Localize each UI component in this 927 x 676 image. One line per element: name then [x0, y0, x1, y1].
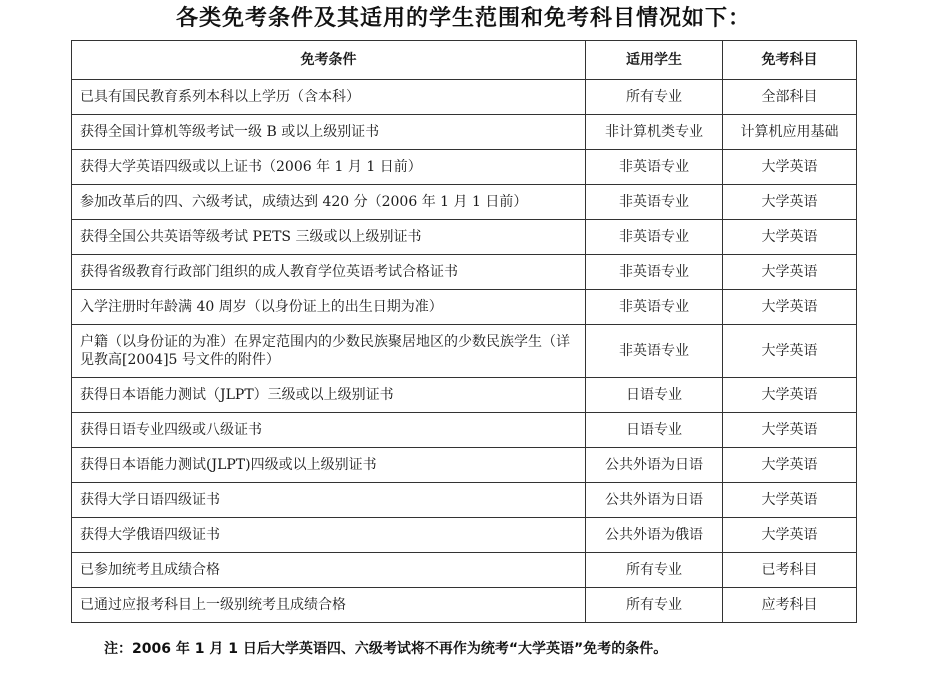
- table-row: [72, 80, 857, 115]
- page-title: 各类免考条件及其适用的学生范围和免考科目情况如下：: [175, 6, 751, 31]
- header-subject: 免考科目: [723, 41, 857, 80]
- condition-cell: 获得全国计算机等级考试一级 B 或以上级别证书: [72, 115, 586, 150]
- header-students: 适用学生: [586, 41, 723, 80]
- subject-cell: 计算机应用基础: [723, 115, 857, 150]
- condition-cell: 获得全国公共英语等级考试 PETS 三级或以上级别证书: [72, 220, 586, 255]
- table-row: [72, 518, 857, 553]
- students-cell: 公共外语为日语: [586, 448, 723, 483]
- students-cell: 日语专业: [586, 378, 723, 413]
- table-row: [72, 448, 857, 483]
- students-cell: 非英语专业: [586, 255, 723, 290]
- subject-cell: 大学英语: [723, 378, 857, 413]
- condition-cell: 获得日本语能力测试(JLPT)四级或以上级别证书: [72, 448, 586, 483]
- subject-cell: 已考科目: [723, 553, 857, 588]
- table-row: [72, 378, 857, 413]
- subject-cell: 大学英语: [723, 290, 857, 325]
- students-cell: 非计算机类专业: [586, 115, 723, 150]
- subject-cell: 大学英语: [723, 325, 857, 378]
- exemption-table: [71, 40, 857, 623]
- subject-cell: 大学英语: [723, 220, 857, 255]
- subject-cell: 应考科目: [723, 588, 857, 623]
- table-row: [72, 255, 857, 290]
- condition-cell: 已具有国民教育系列本科以上学历（含本科）: [72, 80, 586, 115]
- subject-cell: 大学英语: [723, 448, 857, 483]
- subject-cell: 大学英语: [723, 150, 857, 185]
- subject-cell: 大学英语: [723, 518, 857, 553]
- subject-cell: 大学英语: [723, 483, 857, 518]
- table-row: [72, 150, 857, 185]
- students-cell: 非英语专业: [586, 220, 723, 255]
- table-row: [72, 553, 857, 588]
- students-cell: 所有专业: [586, 588, 723, 623]
- condition-cell: 获得大学俄语四级证书: [72, 518, 586, 553]
- students-cell: 非英语专业: [586, 325, 723, 378]
- condition-cell: 参加改革后的四、六级考试，成绩达到 420 分（2006 年 1 月 1 日前）: [72, 185, 586, 220]
- table-row: [72, 115, 857, 150]
- students-cell: 所有专业: [586, 553, 723, 588]
- table-row: [72, 413, 857, 448]
- students-cell: 公共外语为俄语: [586, 518, 723, 553]
- header-condition: 免考条件: [72, 41, 586, 80]
- condition-cell: 获得省级教育行政部门组织的成人教育学位英语考试合格证书: [72, 255, 586, 290]
- condition-cell: 获得大学日语四级证书: [72, 483, 586, 518]
- condition-cell: 获得大学英语四级或以上证书（2006 年 1 月 1 日前）: [72, 150, 586, 185]
- table-row: [72, 290, 857, 325]
- table-row: [72, 325, 857, 378]
- students-cell: 非英语专业: [586, 290, 723, 325]
- subject-cell: 全部科目: [723, 80, 857, 115]
- students-cell: 日语专业: [586, 413, 723, 448]
- subject-cell: 大学英语: [723, 185, 857, 220]
- table-row: [72, 588, 857, 623]
- condition-cell: 获得日语专业四级或八级证书: [72, 413, 586, 448]
- subject-cell: 大学英语: [723, 413, 857, 448]
- students-cell: 公共外语为日语: [586, 483, 723, 518]
- condition-cell: 已通过应报考科目上一级别统考且成绩合格: [72, 588, 586, 623]
- footer-note: 注：2006 年 1 月 1 日后大学英语四、六级考试将不再作为统考“大学英语”免考的条件。: [104, 641, 668, 657]
- table-row: [72, 220, 857, 255]
- condition-cell: 入学注册时年龄满 40 周岁（以身份证上的出生日期为准）: [72, 290, 586, 325]
- table-header-row: [72, 41, 857, 80]
- students-cell: 非英语专业: [586, 150, 723, 185]
- subject-cell: 大学英语: [723, 255, 857, 290]
- condition-cell: 户籍（以身份证的为准）在界定范围内的少数民族聚居地区的少数民族学生（详见教高[2004]5 号文件的附件）: [72, 325, 586, 378]
- condition-cell: 已参加统考且成绩合格: [72, 553, 586, 588]
- table-row: [72, 185, 857, 220]
- table-row: [72, 483, 857, 518]
- students-cell: 非英语专业: [586, 185, 723, 220]
- condition-cell: 获得日本语能力测试（JLPT）三级或以上级别证书: [72, 378, 586, 413]
- students-cell: 所有专业: [586, 80, 723, 115]
